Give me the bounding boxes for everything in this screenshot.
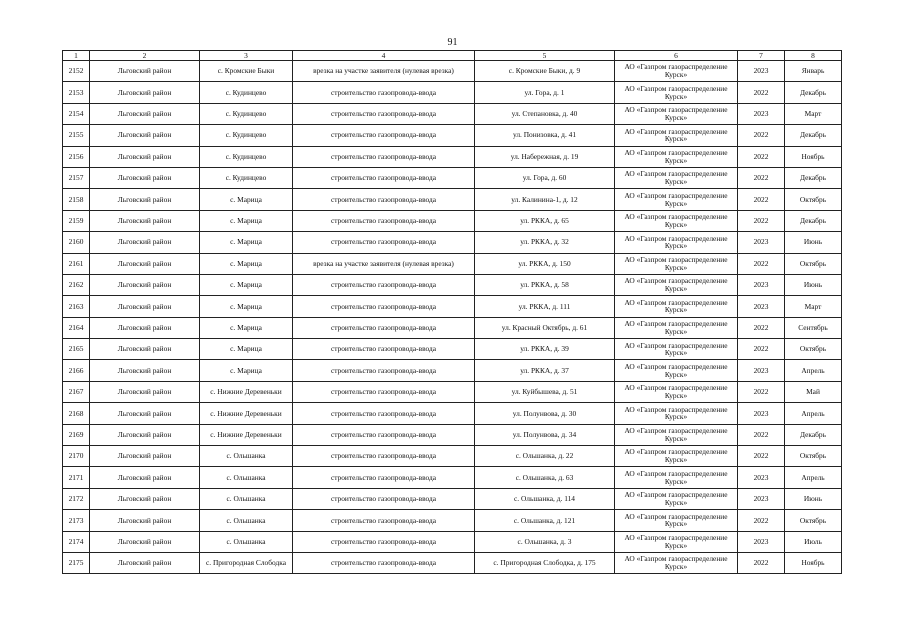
row-number-cell: 2165 <box>63 339 90 360</box>
month-cell: Октябрь <box>785 446 842 467</box>
year-cell: 2022 <box>738 381 785 402</box>
table-row <box>63 339 842 360</box>
district-cell: Льговский район <box>90 210 200 231</box>
district-cell: Льговский район <box>90 146 200 167</box>
work-type-cell: строительство газопровода-ввода <box>293 552 475 573</box>
work-type-cell: строительство газопровода-ввода <box>293 531 475 552</box>
row-number-cell: 2153 <box>63 82 90 103</box>
year-cell: 2023 <box>738 531 785 552</box>
work-type-cell: строительство газопровода-ввода <box>293 82 475 103</box>
locality-cell: с. Ольшанка <box>200 467 293 488</box>
address-cell: ул. Гора, д. 1 <box>475 82 615 103</box>
work-type-cell: врезка на участке заявителя (нулевая врезка) <box>293 61 475 82</box>
row-number-cell: 2174 <box>63 531 90 552</box>
row-number-cell: 2157 <box>63 167 90 188</box>
year-cell: 2022 <box>738 210 785 231</box>
address-cell: с. Пригородная Слободка, д. 175 <box>475 552 615 573</box>
year-cell: 2022 <box>738 446 785 467</box>
work-type-cell: строительство газопровода-ввода <box>293 403 475 424</box>
table-body <box>63 61 842 574</box>
table-row <box>63 424 842 445</box>
row-number-cell: 2173 <box>63 510 90 531</box>
month-cell: Октябрь <box>785 339 842 360</box>
locality-cell: с. Ольшанка <box>200 488 293 509</box>
column-header: 8 <box>785 51 842 61</box>
year-cell: 2022 <box>738 146 785 167</box>
organization-cell: АО «Газпром газораспределение Курск» <box>615 360 738 381</box>
column-header: 6 <box>615 51 738 61</box>
row-number-cell: 2161 <box>63 253 90 274</box>
year-cell: 2023 <box>738 61 785 82</box>
table-row <box>63 552 842 573</box>
year-cell: 2022 <box>738 189 785 210</box>
column-header: 2 <box>90 51 200 61</box>
organization-cell: АО «Газпром газораспределение Курск» <box>615 339 738 360</box>
organization-cell: АО «Газпром газораспределение Курск» <box>615 296 738 317</box>
column-header: 3 <box>200 51 293 61</box>
row-number-cell: 2155 <box>63 125 90 146</box>
district-cell: Льговский район <box>90 360 200 381</box>
district-cell: Льговский район <box>90 167 200 188</box>
organization-cell: АО «Газпром газораспределение Курск» <box>615 381 738 402</box>
table-row <box>63 467 842 488</box>
address-cell: ул. Куйбышева, д. 51 <box>475 381 615 402</box>
table-row <box>63 296 842 317</box>
work-type-cell: строительство газопровода-ввода <box>293 488 475 509</box>
table-row <box>63 446 842 467</box>
locality-cell: с. Нижние Деревеньки <box>200 403 293 424</box>
district-cell: Льговский район <box>90 189 200 210</box>
month-cell: Ноябрь <box>785 552 842 573</box>
month-cell: Июль <box>785 531 842 552</box>
locality-cell: с. Марица <box>200 232 293 253</box>
organization-cell: АО «Газпром газораспределение Курск» <box>615 446 738 467</box>
organization-cell: АО «Газпром газораспределение Курск» <box>615 552 738 573</box>
organization-cell: АО «Газпром газораспределение Курск» <box>615 488 738 509</box>
year-cell: 2022 <box>738 317 785 338</box>
district-cell: Льговский район <box>90 510 200 531</box>
row-number-cell: 2160 <box>63 232 90 253</box>
work-type-cell: строительство газопровода-ввода <box>293 510 475 531</box>
address-cell: ул. Полунвова, д. 30 <box>475 403 615 424</box>
work-type-cell: строительство газопровода-ввода <box>293 296 475 317</box>
address-cell: с. Ольшанка, д. 3 <box>475 531 615 552</box>
column-header: 5 <box>475 51 615 61</box>
organization-cell: АО «Газпром газораспределение Курск» <box>615 82 738 103</box>
month-cell: Апрель <box>785 467 842 488</box>
row-number-cell: 2169 <box>63 424 90 445</box>
table-row <box>63 510 842 531</box>
column-header: 7 <box>738 51 785 61</box>
district-cell: Льговский район <box>90 467 200 488</box>
address-cell: ул. Понизовка, д. 41 <box>475 125 615 146</box>
district-cell: Льговский район <box>90 424 200 445</box>
address-cell: с. Ольшанка, д. 22 <box>475 446 615 467</box>
work-type-cell: строительство газопровода-ввода <box>293 446 475 467</box>
address-cell: ул. Красный Октябрь, д. 61 <box>475 317 615 338</box>
year-cell: 2023 <box>738 403 785 424</box>
month-cell: Март <box>785 103 842 124</box>
address-cell: ул. РККА, д. 39 <box>475 339 615 360</box>
work-type-cell: строительство газопровода-ввода <box>293 146 475 167</box>
month-cell: Декабрь <box>785 210 842 231</box>
locality-cell: с. Ольшанка <box>200 510 293 531</box>
locality-cell: с. Марица <box>200 360 293 381</box>
address-cell: ул. РККА, д. 32 <box>475 232 615 253</box>
address-cell: ул. РККА, д. 150 <box>475 253 615 274</box>
month-cell: Сентябрь <box>785 317 842 338</box>
address-cell: ул. Полунвова, д. 34 <box>475 424 615 445</box>
year-cell: 2023 <box>738 488 785 509</box>
column-header: 1 <box>63 51 90 61</box>
column-header: 4 <box>293 51 475 61</box>
row-number-cell: 2166 <box>63 360 90 381</box>
locality-cell: с. Марица <box>200 210 293 231</box>
district-cell: Льговский район <box>90 339 200 360</box>
district-cell: Льговский район <box>90 103 200 124</box>
month-cell: Декабрь <box>785 167 842 188</box>
table-row <box>63 232 842 253</box>
table-row <box>63 189 842 210</box>
district-cell: Льговский район <box>90 274 200 295</box>
month-cell: Апрель <box>785 360 842 381</box>
work-type-cell: строительство газопровода-ввода <box>293 210 475 231</box>
district-cell: Льговский район <box>90 232 200 253</box>
year-cell: 2022 <box>738 82 785 103</box>
month-cell: Март <box>785 296 842 317</box>
month-cell: Май <box>785 381 842 402</box>
row-number-cell: 2171 <box>63 467 90 488</box>
district-cell: Льговский район <box>90 317 200 338</box>
table-row <box>63 360 842 381</box>
table-row <box>63 253 842 274</box>
table-row <box>63 317 842 338</box>
year-cell: 2023 <box>738 467 785 488</box>
year-cell: 2023 <box>738 274 785 295</box>
address-cell: ул. Калинина-1, д. 12 <box>475 189 615 210</box>
locality-cell: с. Кудинцево <box>200 103 293 124</box>
work-type-cell: врезка на участке заявителя (нулевая врезка) <box>293 253 475 274</box>
district-cell: Льговский район <box>90 552 200 573</box>
locality-cell: с. Марица <box>200 296 293 317</box>
month-cell: Июнь <box>785 274 842 295</box>
work-type-cell: строительство газопровода-ввода <box>293 189 475 210</box>
locality-cell: с. Кудинцево <box>200 82 293 103</box>
work-type-cell: строительство газопровода-ввода <box>293 232 475 253</box>
work-type-cell: строительство газопровода-ввода <box>293 167 475 188</box>
organization-cell: АО «Газпром газораспределение Курск» <box>615 531 738 552</box>
work-type-cell: строительство газопровода-ввода <box>293 317 475 338</box>
year-cell: 2022 <box>738 339 785 360</box>
district-cell: Льговский район <box>90 82 200 103</box>
year-cell: 2023 <box>738 360 785 381</box>
page-number: 91 <box>447 37 458 48</box>
row-number-cell: 2152 <box>63 61 90 82</box>
table-row <box>63 403 842 424</box>
organization-cell: АО «Газпром газораспределение Курск» <box>615 232 738 253</box>
month-cell: Январь <box>785 61 842 82</box>
table-row <box>63 167 842 188</box>
year-cell: 2023 <box>738 296 785 317</box>
locality-cell: с. Кудинцево <box>200 167 293 188</box>
row-number-cell: 2158 <box>63 189 90 210</box>
table-row <box>63 531 842 552</box>
table-row <box>63 488 842 509</box>
row-number-cell: 2154 <box>63 103 90 124</box>
organization-cell: АО «Газпром газораспределение Курск» <box>615 403 738 424</box>
locality-cell: с. Пригородная Слободка <box>200 552 293 573</box>
year-cell: 2023 <box>738 232 785 253</box>
month-cell: Октябрь <box>785 510 842 531</box>
address-cell: ул. РККА, д. 111 <box>475 296 615 317</box>
locality-cell: с. Ольшанка <box>200 531 293 552</box>
district-cell: Льговский район <box>90 253 200 274</box>
locality-cell: с. Марица <box>200 317 293 338</box>
address-cell: ул. РККА, д. 65 <box>475 210 615 231</box>
year-cell: 2023 <box>738 103 785 124</box>
work-type-cell: строительство газопровода-ввода <box>293 360 475 381</box>
table-row <box>63 274 842 295</box>
month-cell: Октябрь <box>785 253 842 274</box>
year-cell: 2022 <box>738 510 785 531</box>
table-row <box>63 103 842 124</box>
year-cell: 2022 <box>738 167 785 188</box>
district-cell: Льговский район <box>90 381 200 402</box>
month-cell: Ноябрь <box>785 146 842 167</box>
organization-cell: АО «Газпром газораспределение Курск» <box>615 189 738 210</box>
locality-cell: с. Кудинцево <box>200 125 293 146</box>
locality-cell: с. Нижние Деревеньки <box>200 424 293 445</box>
organization-cell: АО «Газпром газораспределение Курск» <box>615 146 738 167</box>
month-cell: Июнь <box>785 488 842 509</box>
work-type-cell: строительство газопровода-ввода <box>293 381 475 402</box>
table-row <box>63 210 842 231</box>
organization-cell: АО «Газпром газораспределение Курск» <box>615 125 738 146</box>
row-number-cell: 2164 <box>63 317 90 338</box>
locality-cell: с. Марица <box>200 189 293 210</box>
table-row <box>63 82 842 103</box>
work-type-cell: строительство газопровода-ввода <box>293 339 475 360</box>
address-cell: с. Ольшанка, д. 121 <box>475 510 615 531</box>
locality-cell: с. Марица <box>200 339 293 360</box>
address-cell: с. Ольшанка, д. 63 <box>475 467 615 488</box>
table-row <box>63 61 842 82</box>
year-cell: 2022 <box>738 253 785 274</box>
district-cell: Льговский район <box>90 488 200 509</box>
district-cell: Льговский район <box>90 446 200 467</box>
district-cell: Льговский район <box>90 125 200 146</box>
organization-cell: АО «Газпром газораспределение Курск» <box>615 274 738 295</box>
table-row <box>63 146 842 167</box>
district-cell: Льговский район <box>90 296 200 317</box>
row-number-cell: 2167 <box>63 381 90 402</box>
month-cell: Декабрь <box>785 125 842 146</box>
address-cell: ул. РККА, д. 37 <box>475 360 615 381</box>
row-number-cell: 2172 <box>63 488 90 509</box>
month-cell: Апрель <box>785 403 842 424</box>
locality-cell: с. Марица <box>200 253 293 274</box>
row-number-cell: 2163 <box>63 296 90 317</box>
year-cell: 2022 <box>738 125 785 146</box>
work-type-cell: строительство газопровода-ввода <box>293 424 475 445</box>
organization-cell: АО «Газпром газораспределение Курск» <box>615 167 738 188</box>
organization-cell: АО «Газпром газораспределение Курск» <box>615 103 738 124</box>
year-cell: 2022 <box>738 552 785 573</box>
organization-cell: АО «Газпром газораспределение Курск» <box>615 510 738 531</box>
locality-cell: с. Марица <box>200 274 293 295</box>
month-cell: Декабрь <box>785 82 842 103</box>
address-cell: ул. РККА, д. 58 <box>475 274 615 295</box>
row-number-cell: 2175 <box>63 552 90 573</box>
work-type-cell: строительство газопровода-ввода <box>293 467 475 488</box>
table-row <box>63 381 842 402</box>
address-cell: ул. Набережная, д. 19 <box>475 146 615 167</box>
row-number-cell: 2162 <box>63 274 90 295</box>
organization-cell: АО «Газпром газораспределение Курск» <box>615 253 738 274</box>
address-cell: ул. Степановка, д. 40 <box>475 103 615 124</box>
row-number-cell: 2168 <box>63 403 90 424</box>
year-cell: 2022 <box>738 424 785 445</box>
address-cell: с. Ольшанка, д. 114 <box>475 488 615 509</box>
locality-cell: с. Нижние Деревеньки <box>200 381 293 402</box>
locality-cell: с. Кромские Быки <box>200 61 293 82</box>
work-type-cell: строительство газопровода-ввода <box>293 125 475 146</box>
organization-cell: АО «Газпром газораспределение Курск» <box>615 61 738 82</box>
row-number-cell: 2170 <box>63 446 90 467</box>
work-type-cell: строительство газопровода-ввода <box>293 274 475 295</box>
district-cell: Льговский район <box>90 531 200 552</box>
locality-cell: с. Ольшанка <box>200 446 293 467</box>
address-cell: ул. Гора, д. 60 <box>475 167 615 188</box>
table-row <box>63 125 842 146</box>
header-row <box>63 51 842 61</box>
address-cell: с. Кромские Быки, д. 9 <box>475 61 615 82</box>
month-cell: Июнь <box>785 232 842 253</box>
organization-cell: АО «Газпром газораспределение Курск» <box>615 317 738 338</box>
row-number-cell: 2159 <box>63 210 90 231</box>
organization-cell: АО «Газпром газораспределение Курск» <box>615 424 738 445</box>
organization-cell: АО «Газпром газораспределение Курск» <box>615 210 738 231</box>
organization-cell: АО «Газпром газораспределение Курск» <box>615 467 738 488</box>
locality-cell: с. Кудинцево <box>200 146 293 167</box>
district-cell: Льговский район <box>90 403 200 424</box>
data-table <box>62 50 842 574</box>
month-cell: Декабрь <box>785 424 842 445</box>
work-type-cell: строительство газопровода-ввода <box>293 103 475 124</box>
district-cell: Льговский район <box>90 61 200 82</box>
month-cell: Октябрь <box>785 189 842 210</box>
row-number-cell: 2156 <box>63 146 90 167</box>
